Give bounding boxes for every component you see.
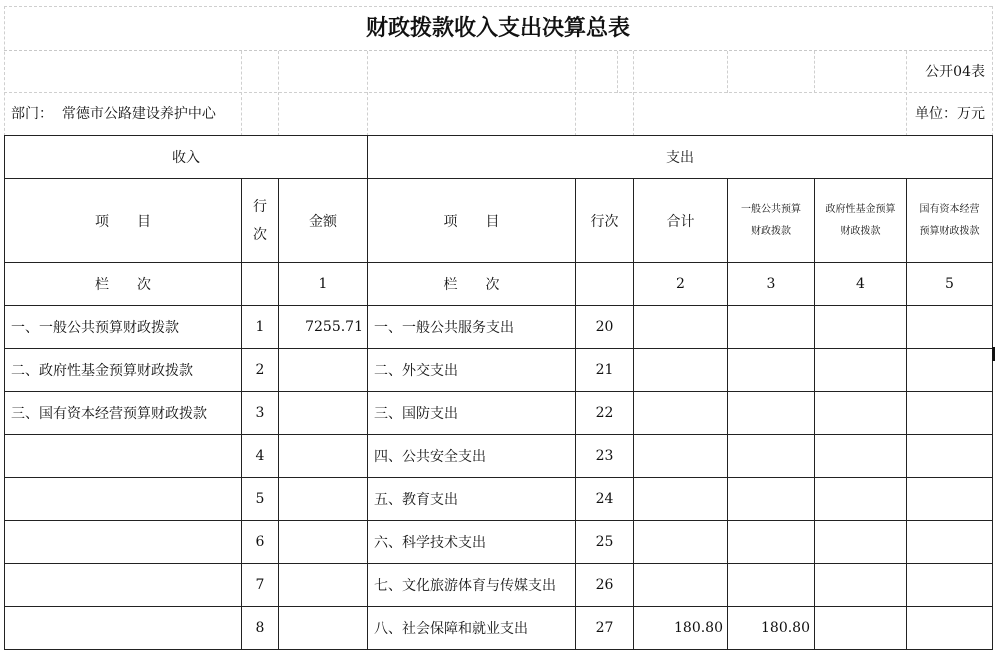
general-budget-cell: 180.80 xyxy=(728,607,815,650)
state-capital-cell xyxy=(907,306,993,349)
grid-line xyxy=(278,51,279,136)
total-header: 合计 xyxy=(634,179,728,263)
grid-line xyxy=(633,51,634,136)
state-capital-cell xyxy=(907,349,993,392)
expense-line-cell: 22 xyxy=(576,392,634,435)
state-capital-cell xyxy=(907,435,993,478)
total-cell xyxy=(634,306,728,349)
general-budget-cell xyxy=(728,478,815,521)
expense-item-cell: 四、公共安全支出 xyxy=(368,435,576,478)
income-line-cell: 6 xyxy=(242,521,279,564)
table-row xyxy=(5,306,993,349)
expense-line-cell: 20 xyxy=(576,306,634,349)
table-row xyxy=(5,521,993,564)
total-cell xyxy=(634,392,728,435)
unit-label: 单位：万元 xyxy=(915,106,985,122)
expense-line-cell: 27 xyxy=(576,607,634,650)
grid-line xyxy=(4,6,5,136)
amount-header: 金额 xyxy=(279,179,368,263)
general-budget-cell xyxy=(728,435,815,478)
column-row-expense-line-cell xyxy=(576,263,634,306)
grid-line xyxy=(617,51,618,93)
column-row-state-capital: 5 xyxy=(907,263,993,306)
income-item-cell xyxy=(5,435,242,478)
general-budget-header-line1: 一般公共预算 xyxy=(741,203,801,215)
expense-item-cell: 二、外交支出 xyxy=(368,349,576,392)
state-capital-header xyxy=(907,179,993,263)
income-amount-cell xyxy=(279,392,368,435)
income-line-cell: 5 xyxy=(242,478,279,521)
total-cell xyxy=(634,564,728,607)
report-title: 财政拨款收入支出决算总表 xyxy=(4,6,992,51)
cell-cursor-marker xyxy=(992,347,995,361)
grid-line xyxy=(727,51,728,93)
income-line-cell: 8 xyxy=(242,607,279,650)
state-capital-cell xyxy=(907,392,993,435)
column-row-amount: 1 xyxy=(279,263,368,306)
line-no-top: 行 xyxy=(253,198,267,215)
state-capital-header-line2: 预算财政拨款 xyxy=(919,225,980,237)
state-capital-cell xyxy=(907,478,993,521)
form-number: 公开04表 xyxy=(925,64,985,80)
gov-fund-cell xyxy=(815,435,907,478)
column-row-label: 栏 次 xyxy=(5,263,242,306)
total-cell xyxy=(634,349,728,392)
table-body xyxy=(5,306,993,650)
income-line-cell: 3 xyxy=(242,392,279,435)
gov-fund-cell xyxy=(815,306,907,349)
income-line-no-header xyxy=(242,179,279,263)
income-line-cell: 2 xyxy=(242,349,279,392)
gov-fund-cell xyxy=(815,607,907,650)
income-amount-cell xyxy=(279,435,368,478)
general-budget-header-line2: 财政拨款 xyxy=(751,225,791,237)
state-capital-cell xyxy=(907,564,993,607)
grid-line xyxy=(241,51,242,136)
table-row xyxy=(5,607,993,650)
table-row xyxy=(5,349,993,392)
line-no-bottom: 次 xyxy=(253,226,267,243)
income-item-cell: 三、国有资本经营预算财政拨款 xyxy=(5,392,242,435)
expense-item-cell: 七、文化旅游体育与传媒支出 xyxy=(368,564,576,607)
income-amount-cell xyxy=(279,349,368,392)
income-amount-cell xyxy=(279,478,368,521)
income-amount-cell xyxy=(279,521,368,564)
gov-fund-cell xyxy=(815,521,907,564)
expense-header: 支出 xyxy=(368,136,993,179)
income-item-cell: 一、一般公共预算财政拨款 xyxy=(5,306,242,349)
general-budget-cell xyxy=(728,392,815,435)
expense-item-cell: 一、一般公共服务支出 xyxy=(368,306,576,349)
budget-table xyxy=(4,135,993,650)
general-budget-cell xyxy=(728,349,815,392)
expense-item-header: 项 目 xyxy=(368,179,576,263)
table-row xyxy=(5,392,993,435)
income-line-cell: 1 xyxy=(242,306,279,349)
expense-item-cell: 六、科学技术支出 xyxy=(368,521,576,564)
state-capital-cell xyxy=(907,607,993,650)
general-budget-cell xyxy=(728,306,815,349)
gov-fund-header xyxy=(815,179,907,263)
income-header: 收入 xyxy=(5,136,368,179)
grid-line xyxy=(992,6,993,136)
expense-line-cell: 21 xyxy=(576,349,634,392)
gov-fund-cell xyxy=(815,392,907,435)
income-item-cell: 二、政府性基金预算财政拨款 xyxy=(5,349,242,392)
expense-line-cell: 26 xyxy=(576,564,634,607)
expense-item-cell: 五、教育支出 xyxy=(368,478,576,521)
income-amount-cell: 7255.71 xyxy=(279,306,368,349)
expense-item-cell: 八、社会保障和就业支出 xyxy=(368,607,576,650)
column-row-general: 3 xyxy=(728,263,815,306)
income-item-header: 项 目 xyxy=(5,179,242,263)
total-cell xyxy=(634,435,728,478)
gov-fund-cell xyxy=(815,564,907,607)
general-budget-cell xyxy=(728,521,815,564)
total-cell xyxy=(634,478,728,521)
state-capital-cell xyxy=(907,521,993,564)
expense-line-no-header: 行次 xyxy=(576,179,634,263)
column-row-line-cell xyxy=(242,263,279,306)
grid-line xyxy=(575,51,576,136)
gov-fund-header-line1: 政府性基金预算 xyxy=(825,203,896,215)
column-row-total: 2 xyxy=(634,263,728,306)
department-name: 常德市公路建设养护中心 xyxy=(61,106,216,122)
expense-line-cell: 23 xyxy=(576,435,634,478)
table-row xyxy=(5,435,993,478)
income-item-cell xyxy=(5,607,242,650)
income-line-cell: 4 xyxy=(242,435,279,478)
gov-fund-cell xyxy=(815,478,907,521)
gov-fund-cell xyxy=(815,349,907,392)
table-row xyxy=(5,478,993,521)
income-item-cell xyxy=(5,478,242,521)
column-row-expense-label: 栏 次 xyxy=(368,263,576,306)
income-amount-cell xyxy=(279,607,368,650)
income-item-cell xyxy=(5,521,242,564)
grid-line xyxy=(906,51,907,136)
general-budget-header xyxy=(728,179,815,263)
grid-line xyxy=(4,6,992,7)
department-label: 部门： xyxy=(11,106,53,122)
grid-line xyxy=(814,51,815,93)
income-item-cell xyxy=(5,564,242,607)
state-capital-header-line1: 国有资本经营 xyxy=(919,203,980,215)
total-cell xyxy=(634,521,728,564)
column-row-gov-fund: 4 xyxy=(815,263,907,306)
grid-line xyxy=(4,92,992,93)
general-budget-cell xyxy=(728,564,815,607)
table-row xyxy=(5,564,993,607)
gov-fund-header-line2: 财政拨款 xyxy=(840,225,881,237)
expense-line-cell: 24 xyxy=(576,478,634,521)
income-amount-cell xyxy=(279,564,368,607)
total-cell: 180.80 xyxy=(634,607,728,650)
expense-item-cell: 三、国防支出 xyxy=(368,392,576,435)
department-line xyxy=(11,94,216,134)
grid-line xyxy=(367,51,368,136)
expense-line-cell: 25 xyxy=(576,521,634,564)
income-line-cell: 7 xyxy=(242,564,279,607)
